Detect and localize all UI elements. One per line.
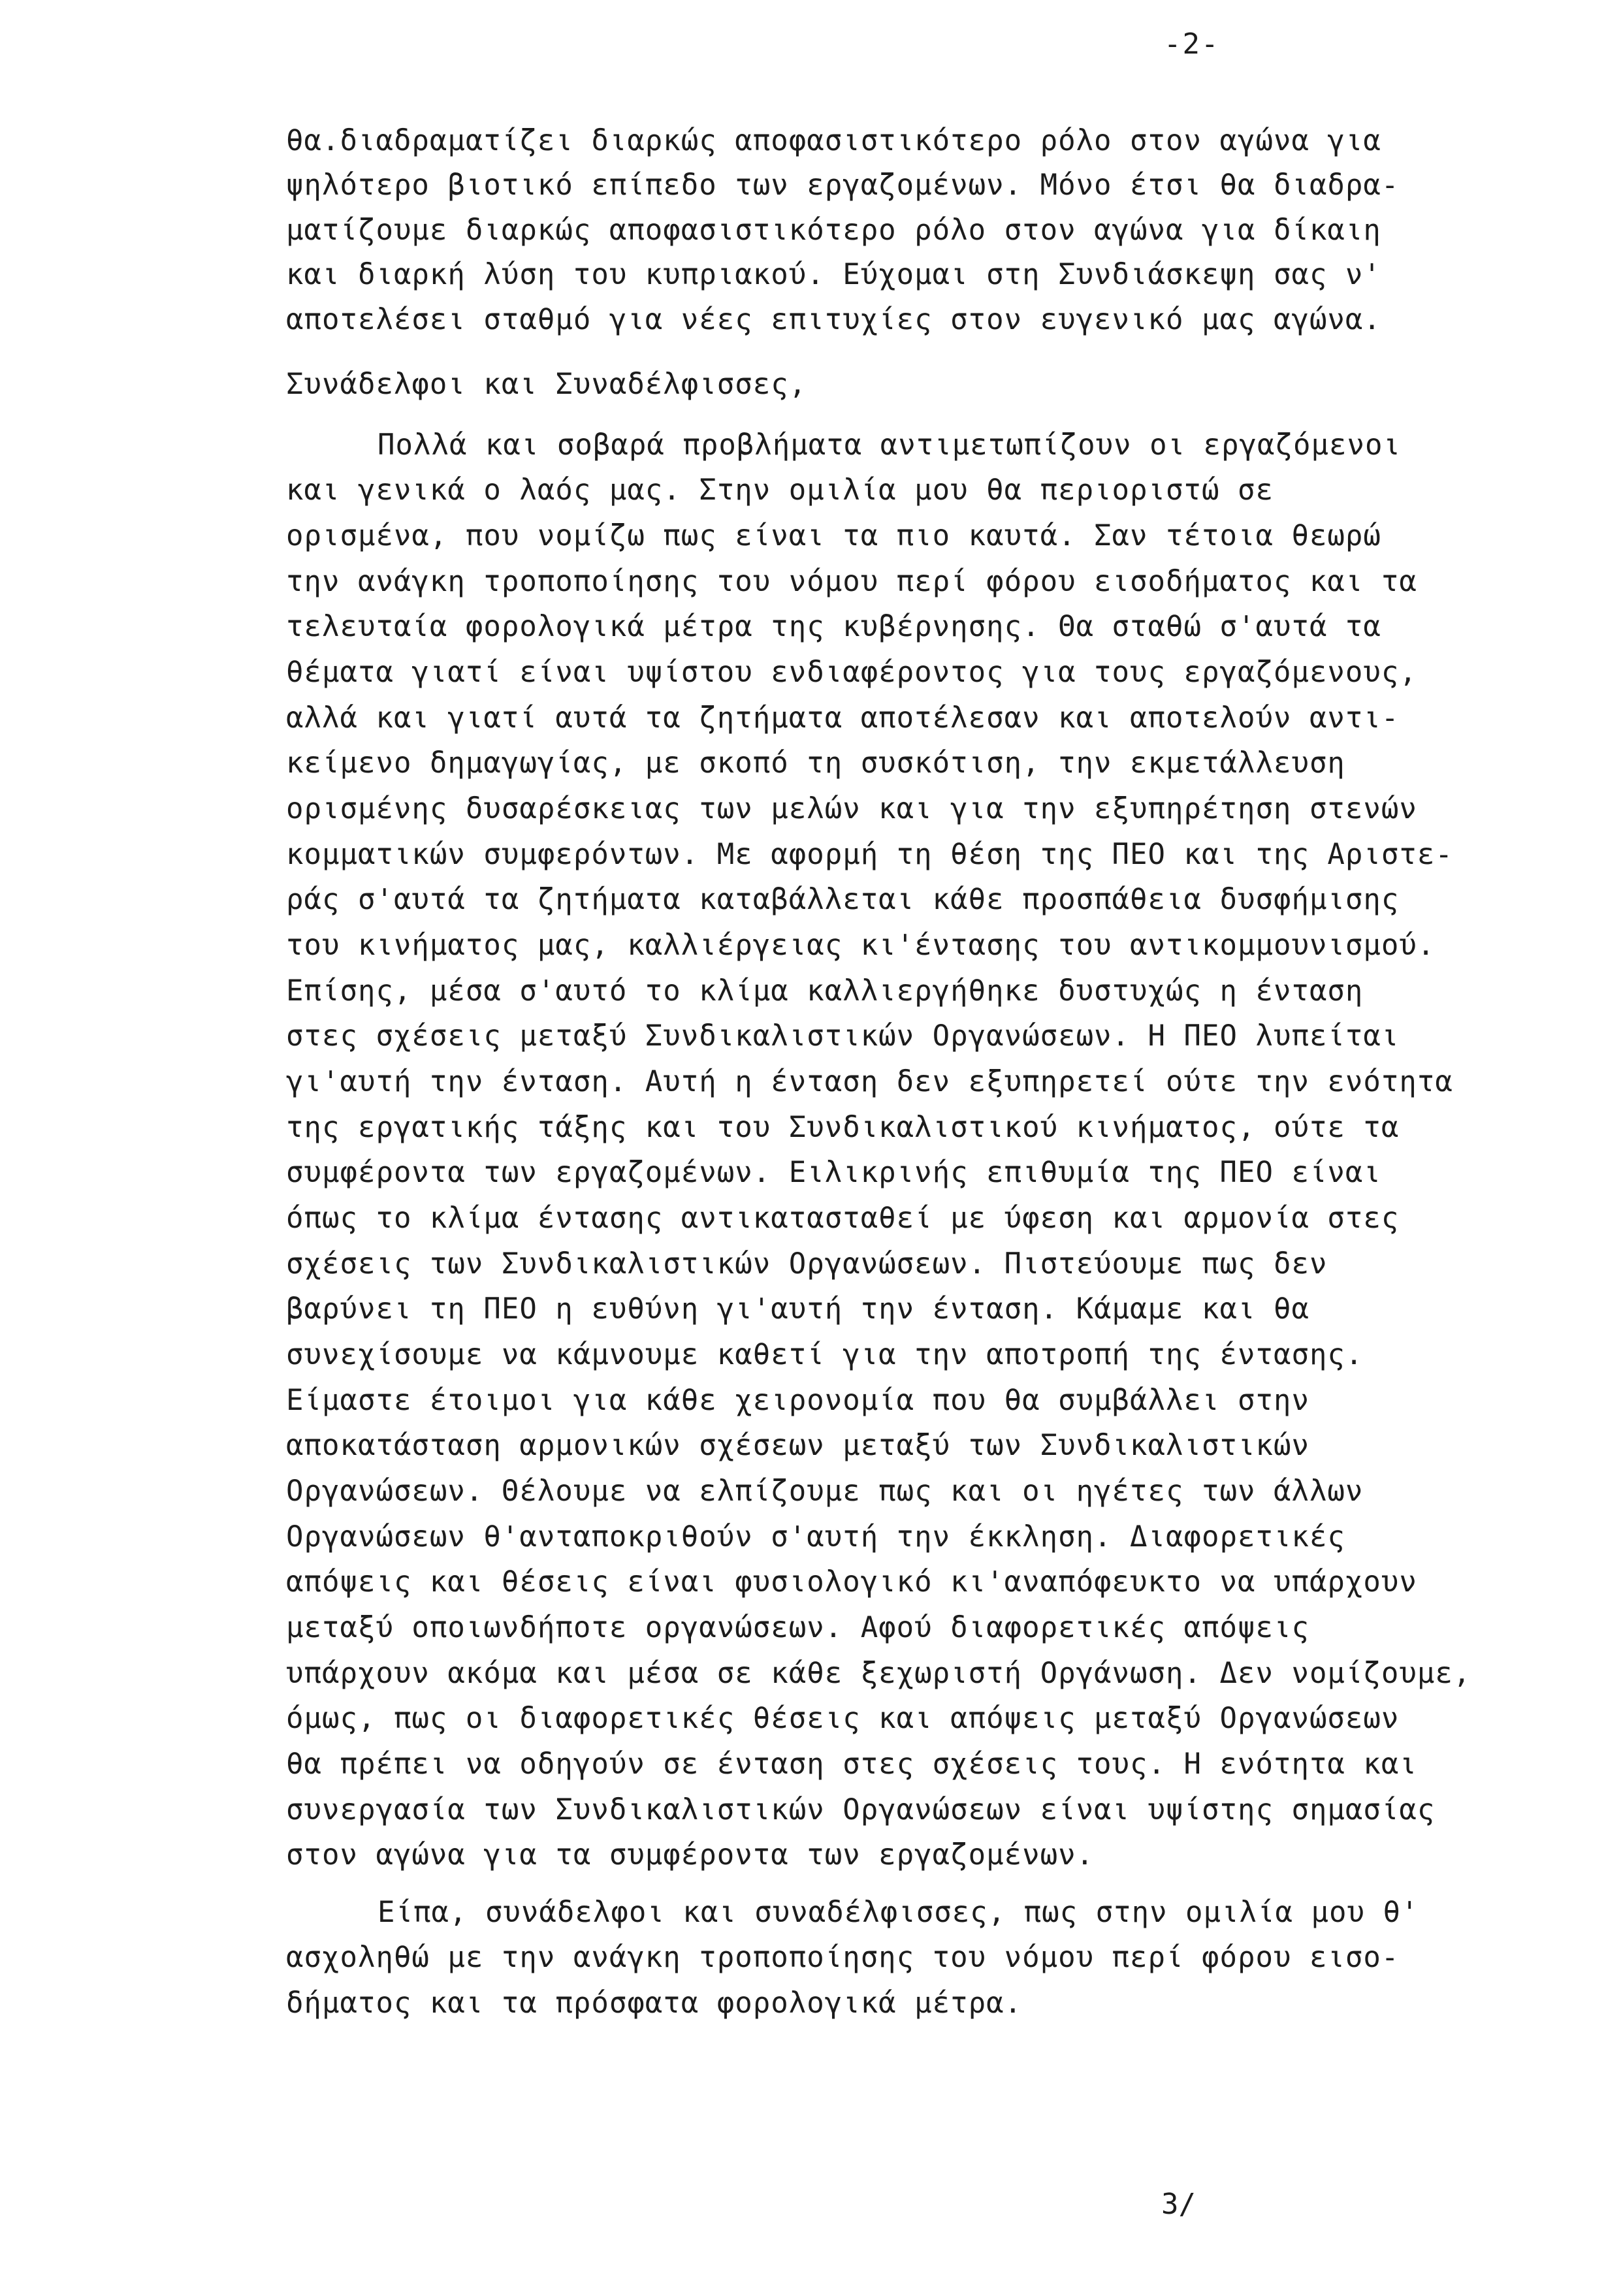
text-line: Οργανώσεων. Θέλουμε να ελπίζουμε πως και οι ηγέτες των άλλων [286,1475,1364,1508]
page-number: -2- [1164,27,1220,61]
text-line: όπως το κλίμα έντασης αντικατασταθεί με ύφεση και αρμονία στες [286,1202,1400,1235]
text-line: θα.διαδραματίζει διαρκώς αποφασιστικότερο ρόλο στον αγώνα για [286,124,1381,157]
continuation-marker: 3/ [1161,2188,1196,2221]
text-line: Είπα, συνάδελφοι και συναδέλφισσες, πως στην ομιλία μου θ' [377,1896,1419,1929]
text-line: θα πρέπει να οδηγούν σε ένταση στες σχέσεις τους. Η ενότητα και [286,1747,1417,1781]
text-line: Πολλά και σοβαρά προβλήματα αντιμετωπίζουν οι εργαζόμενοι [377,428,1401,462]
text-line: θέματα γιατί είναι υψίστου ενδιαφέροντος για τους εργαζόμενους, [286,656,1417,689]
text-line: τελευταία φορολογικά μέτρα της κυβέρνησης. Θα σταθώ σ'αυτά τα [286,610,1381,643]
text-line: την ανάγκη τροποποίησης του νόμου περί φόρου εισοδήματος και τα [286,565,1417,598]
text-line: κείμενο δημαγωγίας, με σκοπό τη συσκότιση, την εκμετάλλευση [286,746,1345,780]
salutation-line: Συνάδελφοι και Συναδέλφισσες, [286,368,807,401]
text-line: αλλά και γιατί αυτά τα ζητήματα αποτέλεσαν και αποτελούν αντι- [286,701,1400,735]
text-line: αποτελέσει σταθμό για νέες επιτυχίες στον ευγενικό μας αγώνα. [286,303,1381,336]
text-line: Επίσης, μέσα σ'αυτό το κλίμα καλλιεργήθηκε δυστυχώς η ένταση [286,974,1364,1008]
text-line: απόψεις και θέσεις είναι φυσιολογικό κι'αναπόφευκτο να υπάρχουν [286,1565,1417,1599]
text-line: ματίζουμε διαρκώς αποφασιστικότερο ρόλο στον αγώνα για δίκαιη [286,214,1381,247]
text-line: ασχοληθώ με την ανάγκη τροποποίησης του νόμου περί φόρου εισο- [286,1941,1400,1974]
text-line: υπάρχουν ακόμα και μέσα σε κάθε ξεχωριστή Οργάνωση. Δεν νομίζουμε, [286,1657,1471,1690]
text-line: όμως, πως οι διαφορετικές θέσεις και απόψεις μεταξύ Οργανώσεων [286,1702,1400,1735]
text-line: συμφέροντα των εργαζομένων. Ειλικρινής επιθυμία της ΠΕΟ είναι [286,1156,1381,1189]
text-line: και διαρκή λύση του κυπριακού. Εύχομαι στη Συνδιάσκεψη σας ν' [286,258,1381,291]
text-line: βαρύνει τη ΠΕΟ η ευθύνη γι'αυτή την ένταση. Κάμαμε και θα [286,1292,1309,1326]
text-line: και γενικά ο λαός μας. Στην ομιλία μου θα περιοριστώ σε [286,473,1274,507]
text-line: ορισμένα, που νομίζω πως είναι τα πιο καυτά. Σαν τέτοια θεωρώ [286,519,1381,552]
text-line: δήματος και τα πρόσφατα φορολογικά μέτρα. [286,1986,1023,2020]
text-line: Οργανώσεων θ'ανταποκριθούν σ'αυτή την έκκληση. Διαφορετικές [286,1520,1345,1554]
text-line: αποκατάσταση αρμονικών σχέσεων μεταξύ των Συνδικαλιστικών [286,1429,1309,1462]
text-line: της εργατικής τάξης και του Συνδικαλιστικού κινήματος, ούτε τα [286,1111,1400,1144]
text-line: γι'αυτή την ένταση. Αυτή η ένταση δεν εξυπηρετεί ούτε την ενότητα [286,1065,1453,1098]
text-line: του κινήματος μας, καλλιέργειας κι'έντασης του αντικομμουνισμού. [286,929,1436,962]
text-line: ψηλότερο βιοτικό επίπεδο των εργαζομένων. Μόνο έτσι θα διαδρα- [286,168,1400,202]
text-line: μεταξύ οποιωνδήποτε οργανώσεων. Αφού διαφορετικές απόψεις [286,1611,1309,1644]
text-line: συνεργασία των Συνδικαλιστικών Οργανώσεων είναι υψίστης σημασίας [286,1793,1436,1826]
text-line: Είμαστε έτοιμοι για κάθε χειρονομία που θα συμβάλλει στην [286,1384,1309,1417]
text-line: ορισμένης δυσαρέσκειας των μελών και για την εξυπηρέτηση στενών [286,792,1417,825]
text-line: σχέσεις των Συνδικαλιστικών Οργανώσεων. Πιστεύουμε πως δεν [286,1247,1328,1281]
text-line: στον αγώνα για τα συμφέροντα των εργαζομένων. [286,1838,1095,1872]
text-line: κομματικών συμφερόντων. Με αφορμή τη θέση της ΠΕΟ και της Αριστε- [286,838,1453,871]
text-line: ράς σ'αυτά τα ζητήματα καταβάλλεται κάθε προσπάθεια δυσφήμισης [286,883,1400,916]
text-line: στες σχέσεις μεταξύ Συνδικαλιστικών Οργανώσεων. Η ΠΕΟ λυπείται [286,1019,1400,1053]
text-line: συνεχίσουμε να κάμνουμε καθετί για την αποτροπή της έντασης. [286,1338,1364,1371]
